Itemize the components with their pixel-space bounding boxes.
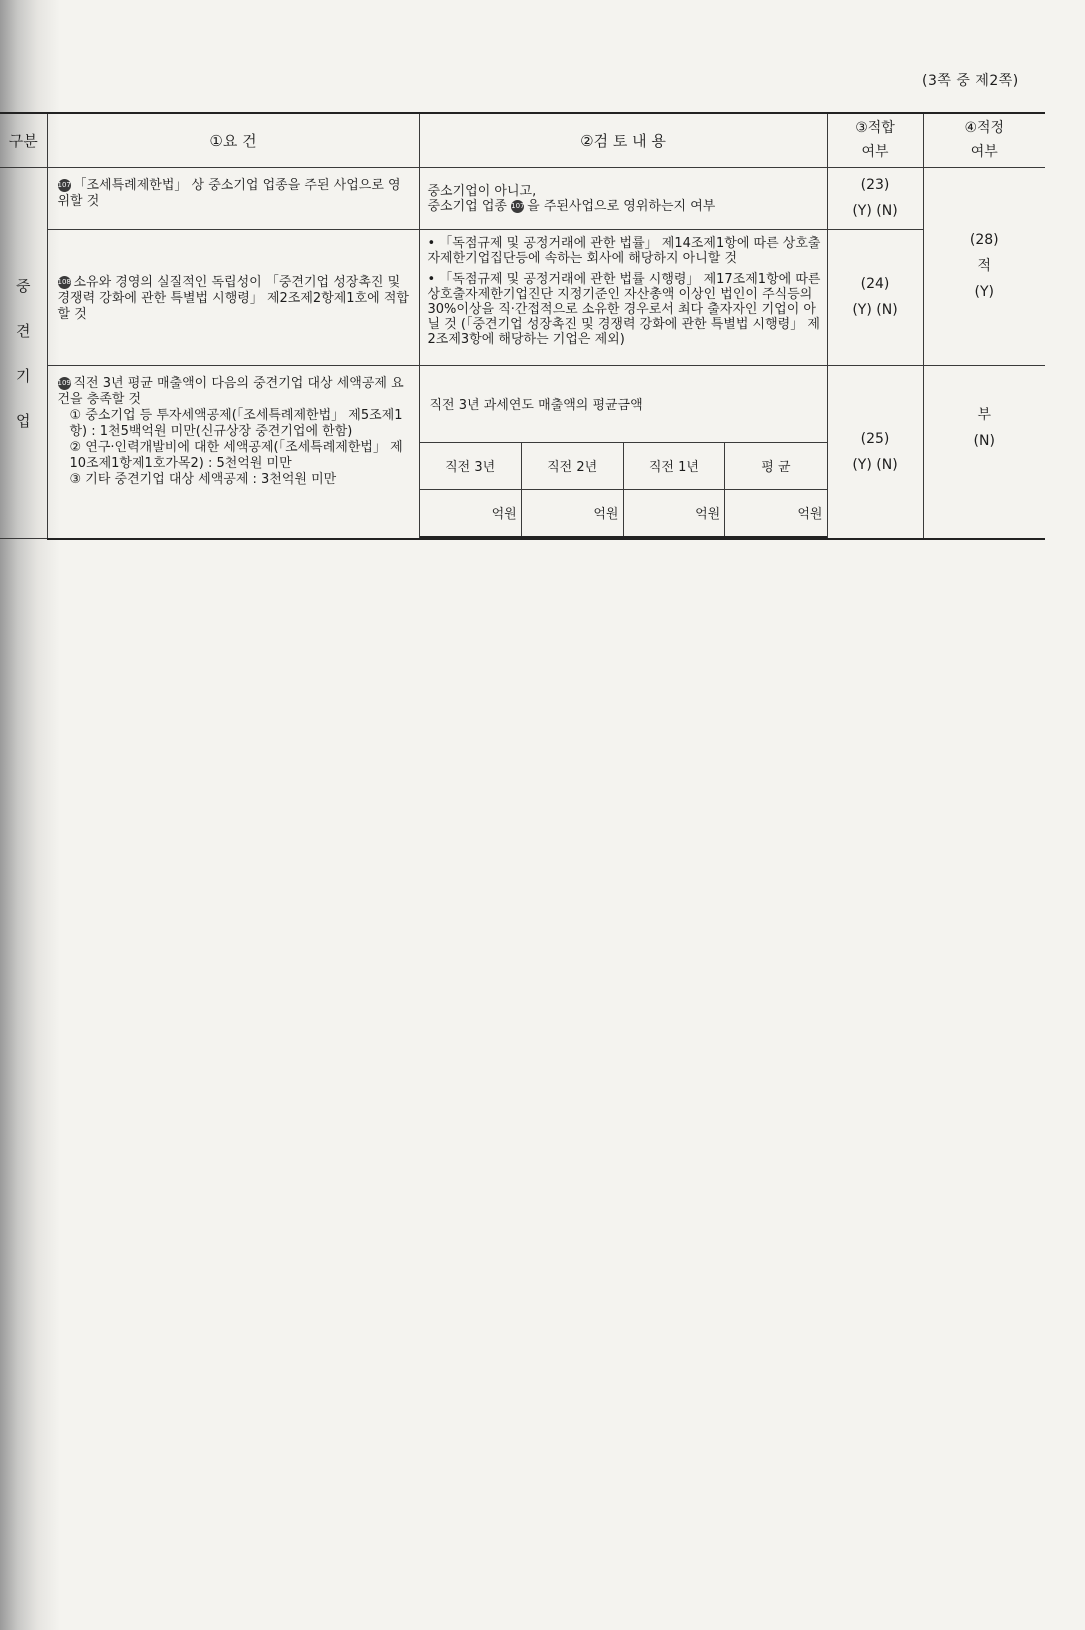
fit-107 xyxy=(827,167,923,229)
header-row xyxy=(0,113,1045,167)
item-number-badge: 109 xyxy=(58,377,71,390)
fit-code: (25) xyxy=(860,430,890,447)
sales-value: 억원 xyxy=(725,489,827,537)
review-text: 중소기업 업종 xyxy=(427,199,507,214)
proper-no-cell xyxy=(923,365,1045,539)
row-107 xyxy=(0,167,1045,229)
header-requirement: ①요 건 xyxy=(47,113,419,167)
fit-code: (24) xyxy=(860,276,890,292)
sales-header-row xyxy=(420,443,827,490)
proper-no-label: 부 xyxy=(977,406,992,423)
sales-header: 직전 1년 xyxy=(623,443,725,490)
sales-value-row xyxy=(420,489,827,537)
page-note: (3쪽 중 제2쪽) xyxy=(922,73,1019,89)
sales-value: 억원 xyxy=(623,489,725,537)
header-proper-num: ④적정 xyxy=(964,120,1005,137)
sales-table xyxy=(420,443,827,538)
header-category: 구분 xyxy=(0,113,47,167)
review-109 xyxy=(419,365,827,539)
sales-header: 직전 3년 xyxy=(420,443,522,490)
proper-no-code: (N) xyxy=(973,432,995,449)
header-fit-label: 여부 xyxy=(861,144,889,161)
requirement-item: ③ 기타 중견기업 대상 세액공제 : 3천억원 미만 xyxy=(69,471,337,487)
proper-yes-code: (Y) xyxy=(974,284,994,300)
review-line xyxy=(428,199,821,214)
requirement-text: 「조세특례제한법」 상 중소기업 업종을 주된 사업으로 영위할 것 xyxy=(57,177,401,209)
header-fit-num: ③적합 xyxy=(855,120,895,137)
category-char: 견 xyxy=(16,321,31,340)
review-text: 을 주된사업으로 영위하는지 여부 xyxy=(527,199,716,214)
header-review: ②검 토 내 용 xyxy=(419,113,827,167)
item-number-badge: 107 xyxy=(58,179,71,192)
sales-value: 억원 xyxy=(420,489,522,537)
requirement-108 xyxy=(47,229,419,365)
requirement-107 xyxy=(47,167,419,229)
review-line: 중소기업이 아니고, xyxy=(427,184,537,199)
header-proper xyxy=(923,113,1045,167)
item-number-badge: 108 xyxy=(58,276,71,289)
proper-yes-label: 적 xyxy=(977,258,992,274)
requirement-109 xyxy=(47,365,419,539)
category-cell xyxy=(0,167,47,539)
category-char: 업 xyxy=(16,411,31,430)
proper-yes-cell xyxy=(923,167,1045,365)
fit-109 xyxy=(827,365,923,539)
header-proper-label: 여부 xyxy=(970,144,998,161)
sales-header: 직전 2년 xyxy=(521,443,623,490)
requirement-text: 소유와 경영의 실질적인 독립성이 「중견기업 성장촉진 및 경쟁력 강화에 관한 특별법 시행령」 제2조제2항제1호에 적합할 것 xyxy=(57,275,409,322)
review-107 xyxy=(419,167,827,229)
review-bullet: • 「독점규제 및 공정거래에 관한 법률 시행령」 제17조제1항에 따른 상호출자제한기업진단 지정기준인 자산총액 이상인 법인이 주식등의 30%이상을 직·간접적으로 소유한 경우로서 최다 출자자인 기업이 아닐 것 (「중견기업 성장촉진 및 경쟁력 강화에 관한 특별법 시행령」 제2조제3항에 해당하는 기업은 제외) xyxy=(427,271,821,347)
item-number-badge: 107 xyxy=(511,200,524,213)
row-108 xyxy=(0,229,1045,365)
fit-code: (23) xyxy=(860,177,890,193)
fit-yn: (Y) (N) xyxy=(852,302,898,318)
sales-value: 억원 xyxy=(521,489,623,537)
requirement-item: ② 연구·인력개발비에 대한 세액공제(「조세특례제한법」 제10조제1항제1호가목2) : 5천억원 미만 xyxy=(69,439,403,471)
proper-code: (28) xyxy=(969,232,999,248)
fit-108 xyxy=(827,229,923,365)
requirement-text: 직전 3년 평균 매출액이 다음의 중견기업 대상 세액공제 요건을 충족할 것 xyxy=(57,375,404,407)
review-108 xyxy=(419,229,827,365)
review-bullet: • 「독점규제 및 공정거래에 관한 법률」 제14조제1항에 따른 상호출자제한기업집단등에 속하는 회사에 해당하지 아니할 것 xyxy=(427,235,821,266)
category-char: 기 xyxy=(16,366,31,385)
header-fit xyxy=(827,113,923,167)
row-109 xyxy=(0,365,1045,539)
review-table xyxy=(0,112,1045,540)
review-text: 직전 3년 과세연도 매출액의 평균금액 xyxy=(420,366,827,443)
category-char: 중 xyxy=(16,276,31,295)
fit-yn: (Y) (N) xyxy=(852,203,898,219)
requirement-item: ① 중소기업 등 투자세액공제(「조세특례제한법」 제5조제1항) : 1천5백억원 미만(신규상장 중견기업에 한함) xyxy=(69,407,403,439)
fit-yn: (Y) (N) xyxy=(852,456,898,473)
requirement-title xyxy=(58,376,413,408)
sales-header: 평 균 xyxy=(725,443,827,490)
